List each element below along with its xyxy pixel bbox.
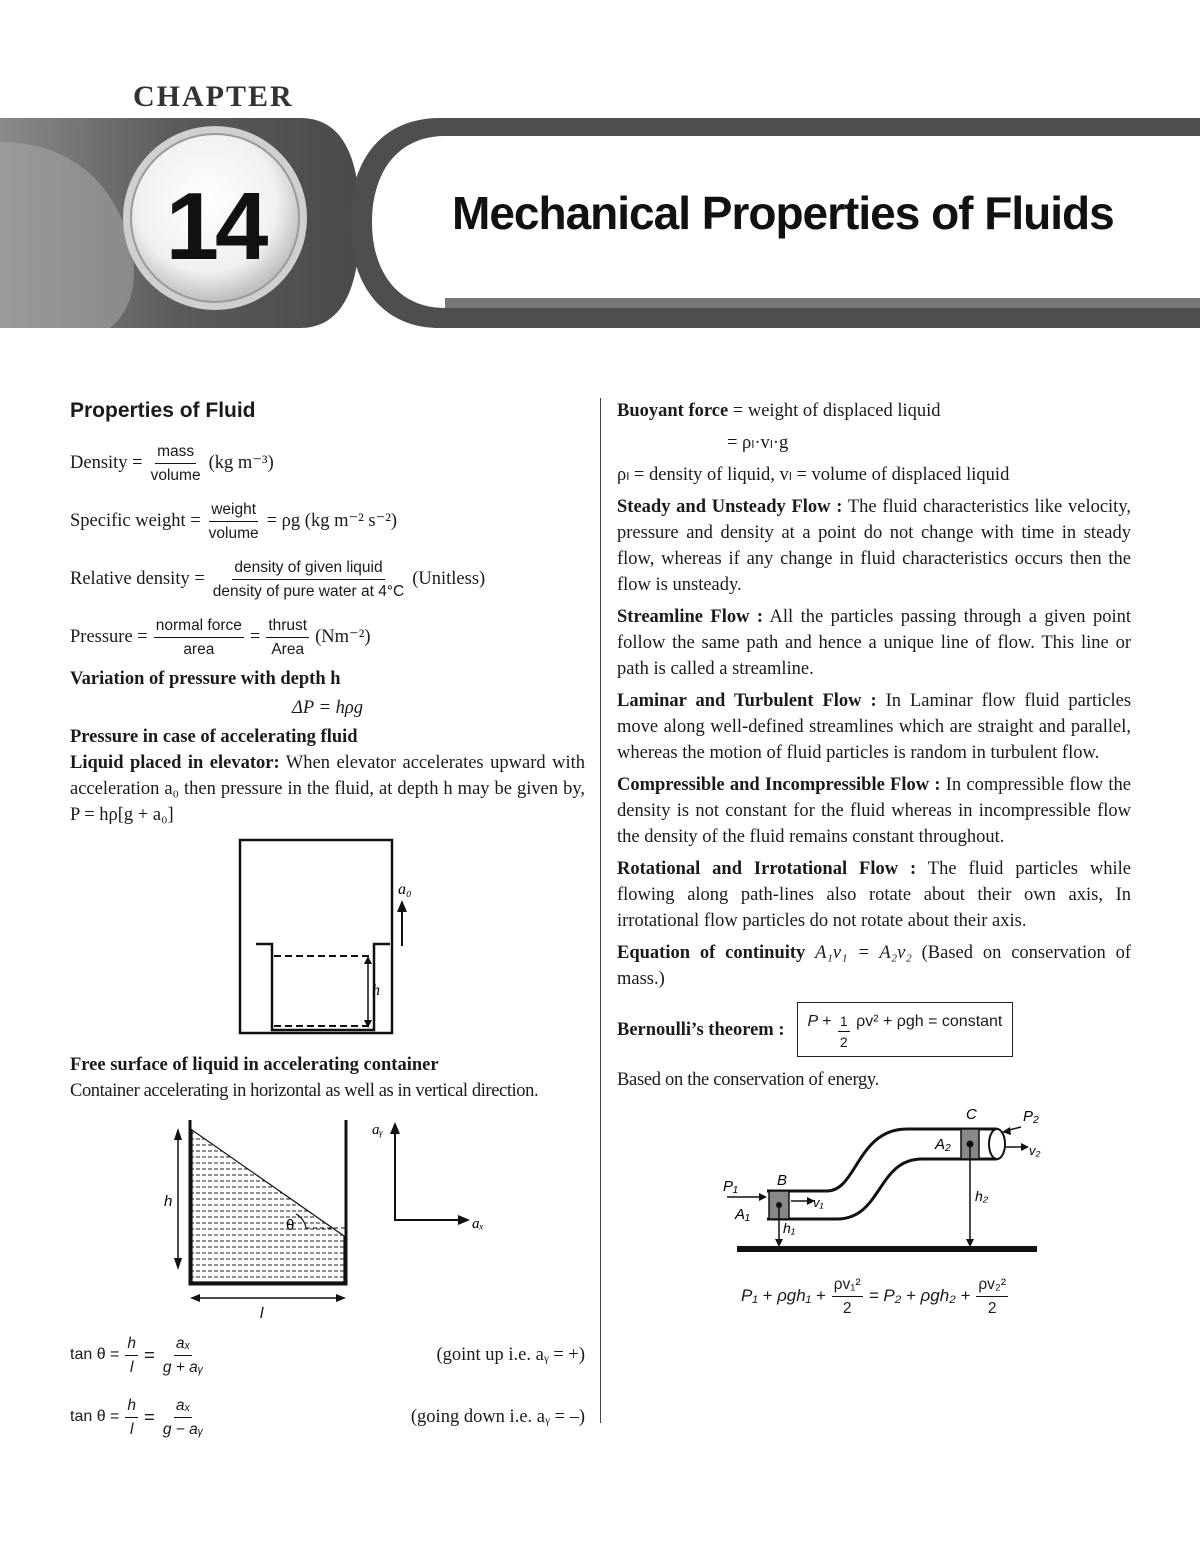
compressible-text: In compressible flow the density is not constant for the fluid whereas in incompressible flow the density of the fluid remains constant throughout. (617, 775, 1132, 847)
variation-equation: ΔP = hρg (292, 698, 363, 718)
fraction-denominator: 2 (987, 1299, 997, 1317)
right-column (617, 398, 1131, 1325)
theta-label: θ (286, 1217, 295, 1234)
chapter-title: Mechanical Properties of Fluids (452, 187, 1114, 239)
tan-lhs: tan θ = (70, 1408, 120, 1425)
going-up-note: (goint up i.e. aᵧ = +) (436, 1345, 585, 1365)
label-p2: P₂ (1023, 1108, 1039, 1125)
fraction-denominator: volume (208, 524, 259, 542)
label-b: B (777, 1172, 788, 1189)
fraction-denominator: l (129, 1358, 134, 1376)
fraction-denominator: Area (271, 640, 305, 658)
label-v2: v₂ (1029, 1143, 1041, 1158)
fraction-numerator: ρv₂² (976, 1275, 1008, 1297)
bernoulli-full-equation (741, 1267, 1131, 1325)
rotational-text: The fluid particles while flowing along path-lines also rotate about their own axis, In irrotational flow particles do not rotate about their axis. (617, 859, 1132, 931)
chapter-number: 14 (165, 173, 265, 280)
h-over-l-fraction (125, 1334, 138, 1377)
bernoulli-full-left: P₁ + ρgh₁ + (741, 1286, 826, 1305)
pressure-fraction-force (154, 616, 244, 659)
label-a2: A₂ (935, 1136, 951, 1153)
bernoulli-full-mid: = P₂ + ρgh₂ + (868, 1286, 971, 1305)
specific-weight-fraction (207, 500, 261, 543)
laminar-title: Laminar and Turbulent Flow : (617, 691, 877, 711)
bernoulli-rhs: ρv² + ρgh = constant (856, 1013, 1003, 1030)
streamline-title: Streamline Flow : (617, 607, 764, 627)
relative-density-formula (70, 550, 585, 608)
fraction-numerator: aₓ (174, 1334, 193, 1356)
fraction-denominator: 2 (842, 1299, 852, 1317)
label-c: C (966, 1106, 977, 1123)
fraction-numerator: density of given liquid (232, 558, 384, 580)
elevator-text: When elevator accelerates upward with acceleration a₀ then pressure in the fluid, at depth h may be given by, P = hρ[g + a₀] (70, 753, 585, 825)
pressure-label: Pressure = (70, 627, 148, 647)
h-over-l-fraction (125, 1396, 138, 1439)
pressure-unit: (Nm⁻²) (315, 627, 371, 647)
tan-going-down-formula (70, 1388, 585, 1446)
fraction-numerator: h (125, 1334, 138, 1356)
continuity-equation: A₁v₁ = A₂v₂ (815, 943, 912, 963)
specific-weight-formula (70, 492, 585, 550)
fraction-denominator: density of pure water at 4°C (212, 582, 405, 600)
fraction-numerator: aₓ (174, 1396, 193, 1418)
height-label: h (164, 1193, 173, 1210)
buoyant-title: Buoyant force (617, 401, 729, 421)
variation-title: Variation of pressure with depth h (70, 669, 341, 689)
fraction-numerator: ρv₁² (832, 1275, 863, 1297)
laminar-text: In Laminar flow fluid particles move along well-defined streamlines which are straight and parallel, whereas the motion of fluid particles is random in turbulent flow. (617, 691, 1132, 763)
pressure-formula (70, 608, 585, 666)
label-a1: A₁ (735, 1206, 750, 1223)
label-h1: h₁ (783, 1220, 796, 1236)
label-p1: P₁ (723, 1178, 738, 1195)
streamline-text: All the particles passing through a given point follow the same path and hence a unique line of flow. This line or path is called a streamline. (617, 607, 1131, 679)
length-label: l (260, 1305, 264, 1318)
ax-over-g-plus-ay (161, 1334, 206, 1377)
specific-weight-rho-g: = ρg (266, 511, 301, 531)
elevator-title: Liquid placed in elevator: (70, 753, 280, 773)
buoyant-eq2: = ρₗ·vₗ·g (727, 433, 789, 453)
rho-v1-squared-fraction (832, 1275, 863, 1318)
label-h2: h₂ (975, 1188, 989, 1204)
fraction-denominator: g − aᵧ (162, 1420, 204, 1438)
tan-lhs: tan θ = (70, 1346, 120, 1363)
fraction-numerator: 1 (838, 1013, 850, 1032)
depth-label: h (372, 982, 380, 999)
accelerating-container-figure (160, 1118, 585, 1318)
density-formula (70, 434, 585, 492)
fraction-denominator: 2 (839, 1034, 848, 1050)
equals-sign: = (249, 627, 261, 647)
column-divider (600, 398, 601, 1423)
continuity-title: Equation of continuity (617, 943, 806, 963)
equals-sign: = (144, 1406, 155, 1427)
fraction-numerator: thrust (266, 616, 309, 638)
steady-title: Steady and Unsteady Flow : (617, 497, 843, 517)
density-unit: (kg m⁻³) (208, 453, 274, 473)
density-fraction (149, 442, 203, 485)
bernoulli-title: Bernoulli’s theorem : (617, 1019, 785, 1040)
label-v1: v₁ (813, 1195, 824, 1210)
free-surface-text: Container accelerating in horizontal as well as in vertical direction. (70, 1081, 539, 1101)
bernoulli-lhs: P + (807, 1013, 832, 1030)
pressure-fraction-thrust (266, 616, 309, 659)
specific-weight-label: Specific weight = (70, 511, 201, 531)
specific-weight-unit: (kg m⁻² s⁻²) (304, 511, 398, 531)
fraction-denominator: l (129, 1420, 134, 1438)
steady-text: The fluid characteristics like velocity, pressure and density at a point do not change with time in steady flow, whereas if any change in fluid characteristics occurs then the flow is unsteady. (617, 497, 1132, 595)
accelerating-fluid-title: Pressure in case of accelerating fluid (70, 727, 358, 747)
section-title: Properties of Fluid (70, 399, 256, 422)
elevator-figure (238, 838, 585, 1038)
relative-density-unit: (Unitless) (412, 569, 486, 589)
left-column (70, 398, 585, 1446)
fraction-denominator: volume (150, 466, 201, 484)
ax-over-g-minus-ay (161, 1396, 206, 1439)
fraction-denominator: g + aᵧ (162, 1358, 204, 1376)
ax-label: aₓ (472, 1216, 484, 1232)
accel-label: a₀ (398, 881, 412, 898)
buoyant-definition: ρₗ = density of liquid, vₗ = volume of displaced liquid (617, 465, 1010, 485)
relative-density-label: Relative density = (70, 569, 205, 589)
tan-going-up-formula (70, 1326, 585, 1384)
going-down-note: (going down i.e. aᵧ = –) (410, 1407, 585, 1427)
rotational-title: Rotational and Irrotational Flow : (617, 859, 917, 879)
fraction-numerator: h (125, 1396, 138, 1418)
fraction-denominator: area (183, 640, 215, 658)
bernoulli-note: Based on the conservation of energy. (617, 1070, 879, 1090)
relative-density-fraction (211, 558, 406, 601)
half-fraction (838, 1013, 850, 1050)
density-label: Density = (70, 453, 143, 473)
bernoulli-equation-box (797, 1002, 1014, 1057)
continuity-text: (Based on conservation of mass.) (617, 943, 1132, 989)
ay-label: aᵧ (372, 1122, 383, 1138)
compressible-title: Compressible and Incompressible Flow : (617, 775, 941, 795)
rho-v2-squared-fraction (976, 1275, 1008, 1318)
equals-sign: = (144, 1344, 155, 1365)
chapter-label: CHAPTER (133, 80, 294, 113)
fraction-numerator: normal force (154, 616, 244, 638)
free-surface-title: Free surface of liquid in accelerating container (70, 1055, 439, 1075)
fraction-numerator: mass (155, 442, 196, 464)
buoyant-eq1: = weight of displaced liquid (732, 401, 941, 421)
fraction-numerator: weight (209, 500, 258, 522)
bernoulli-pipe-figure (707, 1097, 1131, 1257)
bernoulli-row (617, 1002, 1131, 1057)
